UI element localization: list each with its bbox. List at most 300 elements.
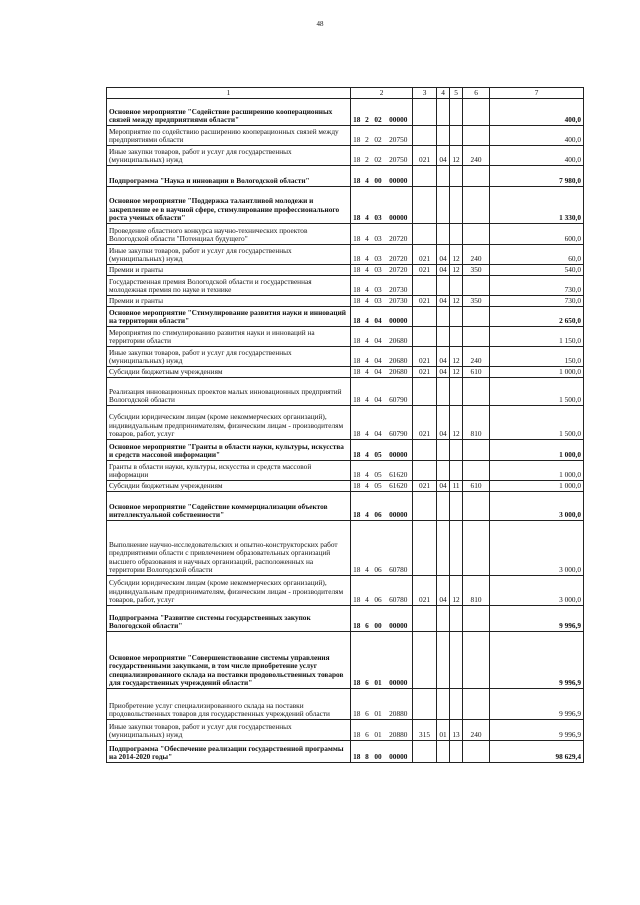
section-code-cell <box>437 224 450 245</box>
code-subprogram-cell: 6 <box>363 606 372 632</box>
code-program-cell: 18 <box>351 521 363 576</box>
admin-code-cell <box>413 224 437 245</box>
amount-cell: 9 996,9 <box>490 720 584 741</box>
code-direction-cell: 20880 <box>385 689 413 720</box>
expense-type-cell <box>463 440 490 461</box>
table-row <box>107 126 584 146</box>
code-program-cell: 18 <box>351 576 363 606</box>
table-row <box>107 406 584 440</box>
code-subprogram-cell: 4 <box>363 187 372 224</box>
code-event-cell: 03 <box>372 187 385 224</box>
code-event-cell: 03 <box>372 276 385 296</box>
expense-type-cell: 240 <box>463 245 490 265</box>
expense-type-cell <box>463 166 490 187</box>
code-event-cell: 06 <box>372 492 385 521</box>
code-subprogram-cell: 6 <box>363 720 372 741</box>
amount-cell: 9 996,9 <box>490 606 584 632</box>
expense-type-cell <box>463 187 490 224</box>
subsection-code-cell: 12 <box>450 576 463 606</box>
section-code-cell <box>437 632 450 689</box>
code-subprogram-cell: 4 <box>363 327 372 347</box>
table-row <box>107 367 584 378</box>
code-subprogram-cell: 4 <box>363 461 372 481</box>
code-program-cell: 18 <box>351 327 363 347</box>
code-program-cell: 18 <box>351 99 363 126</box>
code-direction-cell: 20720 <box>385 224 413 245</box>
code-direction-cell: 00000 <box>385 492 413 521</box>
admin-code-cell <box>413 521 437 576</box>
code-direction-cell: 60790 <box>385 406 413 440</box>
amount-cell: 1 000,0 <box>490 367 584 378</box>
admin-code-cell <box>413 606 437 632</box>
subsection-code-cell <box>450 187 463 224</box>
code-direction-cell: 20720 <box>385 265 413 276</box>
table-row <box>107 689 584 720</box>
code-event-cell: 04 <box>372 378 385 406</box>
table-row <box>107 606 584 632</box>
subsection-code-cell <box>450 440 463 461</box>
code-event-cell: 02 <box>372 126 385 146</box>
code-event-cell: 03 <box>372 265 385 276</box>
budget-table <box>106 87 584 763</box>
code-event-cell: 04 <box>372 406 385 440</box>
admin-code-cell <box>413 440 437 461</box>
table-row <box>107 99 584 126</box>
expense-type-cell <box>463 632 490 689</box>
code-direction-cell: 20720 <box>385 245 413 265</box>
row-name-cell: Приобретение услуг специализированного склада на поставки продовольственных товаров для государственных учреждений области <box>107 689 351 720</box>
table-row <box>107 307 584 327</box>
row-name-cell: Иные закупки товаров, работ и услуг для государственных (муниципальных) нужд <box>107 347 351 367</box>
code-direction-cell: 00000 <box>385 166 413 187</box>
expense-type-cell <box>463 224 490 245</box>
expense-type-cell: 240 <box>463 146 490 166</box>
code-program-cell: 18 <box>351 367 363 378</box>
expense-type-cell: 350 <box>463 265 490 276</box>
code-program-cell: 18 <box>351 720 363 741</box>
code-event-cell: 05 <box>372 461 385 481</box>
code-program-cell: 18 <box>351 440 363 461</box>
row-name-cell: Выполнение научно-исследовательских и опытно-конструкторских работ предприятиями области с привлечением образовательных организаций высшего образования и научных организаций, расположенных на территории Вологодской области <box>107 521 351 576</box>
section-code-cell <box>437 606 450 632</box>
code-direction-cell: 60790 <box>385 378 413 406</box>
admin-code-cell <box>413 378 437 406</box>
row-name-cell: Субсидии юридическим лицам (кроме некоммерческих организаций), индивидуальным предпринимателям, физическим лицам - производителям товаров, работ, услуг <box>107 576 351 606</box>
row-name-cell: Иные закупки товаров, работ и услуг для государственных (муниципальных) нужд <box>107 245 351 265</box>
subsection-code-cell <box>450 99 463 126</box>
admin-code-cell <box>413 187 437 224</box>
amount-cell: 1 330,0 <box>490 187 584 224</box>
row-name-cell: Субсидии бюджетным учреждениям <box>107 481 351 492</box>
code-direction-cell: 00000 <box>385 440 413 461</box>
subsection-code-cell: 12 <box>450 406 463 440</box>
code-direction-cell: 20680 <box>385 347 413 367</box>
code-event-cell: 01 <box>372 632 385 689</box>
code-direction-cell: 00000 <box>385 307 413 327</box>
table-row <box>107 492 584 521</box>
subsection-code-cell: 12 <box>450 296 463 307</box>
code-program-cell: 18 <box>351 146 363 166</box>
code-direction-cell: 20730 <box>385 276 413 296</box>
admin-code-cell <box>413 166 437 187</box>
expense-type-cell <box>463 126 490 146</box>
code-program-cell: 18 <box>351 378 363 406</box>
subsection-code-cell <box>450 689 463 720</box>
row-name-cell: Подпрограмма "Обеспечение реализации государственной программы на 2014-2020 годы" <box>107 741 351 763</box>
section-code-cell <box>437 187 450 224</box>
admin-code-cell <box>413 99 437 126</box>
code-direction-cell: 60780 <box>385 576 413 606</box>
expense-type-cell <box>463 378 490 406</box>
code-program-cell: 18 <box>351 347 363 367</box>
expense-type-cell <box>463 492 490 521</box>
code-subprogram-cell: 4 <box>363 481 372 492</box>
table-row <box>107 741 584 763</box>
code-subprogram-cell: 4 <box>363 378 372 406</box>
amount-cell: 540,0 <box>490 265 584 276</box>
admin-code-cell: 021 <box>413 245 437 265</box>
subsection-code-cell <box>450 307 463 327</box>
admin-code-cell <box>413 741 437 763</box>
amount-cell: 3 000,0 <box>490 521 584 576</box>
subsection-code-cell <box>450 461 463 481</box>
amount-cell: 150,0 <box>490 347 584 367</box>
code-subprogram-cell: 2 <box>363 126 372 146</box>
code-subprogram-cell: 4 <box>363 307 372 327</box>
section-code-cell <box>437 461 450 481</box>
code-event-cell: 03 <box>372 224 385 245</box>
section-code-cell <box>437 166 450 187</box>
code-direction-cell: 20730 <box>385 296 413 307</box>
table-row <box>107 576 584 606</box>
table-row <box>107 166 584 187</box>
code-program-cell: 18 <box>351 166 363 187</box>
code-program-cell: 18 <box>351 461 363 481</box>
code-direction-cell: 00000 <box>385 187 413 224</box>
admin-code-cell <box>413 492 437 521</box>
subsection-code-cell <box>450 606 463 632</box>
expense-type-cell: 610 <box>463 481 490 492</box>
expense-type-cell <box>463 307 490 327</box>
table-row <box>107 146 584 166</box>
code-event-cell: 03 <box>372 245 385 265</box>
amount-cell: 600,0 <box>490 224 584 245</box>
subsection-code-cell <box>450 632 463 689</box>
table-header-row <box>107 88 584 99</box>
subsection-code-cell <box>450 741 463 763</box>
row-name-cell: Иные закупки товаров, работ и услуг для государственных (муниципальных) нужд <box>107 720 351 741</box>
amount-cell: 730,0 <box>490 276 584 296</box>
table-row <box>107 327 584 347</box>
code-subprogram-cell: 8 <box>363 741 372 763</box>
subsection-code-cell: 12 <box>450 146 463 166</box>
table-row <box>107 347 584 367</box>
table-row <box>107 440 584 461</box>
section-code-cell <box>437 327 450 347</box>
table-row <box>107 521 584 576</box>
expense-type-cell <box>463 741 490 763</box>
row-name-cell: Государственная премия Вологодской области и государственная молодежная премия по науке и технике <box>107 276 351 296</box>
expense-type-cell <box>463 606 490 632</box>
code-event-cell: 05 <box>372 481 385 492</box>
section-code-cell: 04 <box>437 347 450 367</box>
amount-cell: 400,0 <box>490 126 584 146</box>
code-subprogram-cell: 4 <box>363 347 372 367</box>
subsection-code-cell <box>450 492 463 521</box>
row-name-cell: Основное мероприятие "Совершенствование системы управления государственными закупками, в том числе приобретение услуг специализированного склада на поставки продовольственных товаров для государственных учреждений области" <box>107 632 351 689</box>
row-name-cell: Субсидии юридическим лицам (кроме некоммерческих организаций), индивидуальным предпринимателям, физическим лицам - производителям товаров, работ, услуг <box>107 406 351 440</box>
subsection-code-cell <box>450 126 463 146</box>
code-program-cell: 18 <box>351 245 363 265</box>
code-program-cell: 18 <box>351 492 363 521</box>
table-row <box>107 720 584 741</box>
code-event-cell: 01 <box>372 689 385 720</box>
expense-type-cell <box>463 327 490 347</box>
code-program-cell: 18 <box>351 296 363 307</box>
table-row <box>107 461 584 481</box>
code-program-cell: 18 <box>351 632 363 689</box>
code-subprogram-cell: 4 <box>363 166 372 187</box>
row-name-cell: Основное мероприятие "Содействие коммерциализации объектов интеллектуальной собственности" <box>107 492 351 521</box>
code-event-cell: 04 <box>372 367 385 378</box>
expense-type-cell: 810 <box>463 406 490 440</box>
amount-cell: 400,0 <box>490 99 584 126</box>
section-code-cell <box>437 440 450 461</box>
table-row <box>107 265 584 276</box>
code-subprogram-cell: 4 <box>363 440 372 461</box>
section-code-cell: 04 <box>437 296 450 307</box>
code-direction-cell: 20880 <box>385 720 413 741</box>
section-code-cell <box>437 378 450 406</box>
section-code-cell: 04 <box>437 576 450 606</box>
row-name-cell: Основное мероприятие "Содействие расширению кооперационных связей между предприятиями области" <box>107 99 351 126</box>
code-program-cell: 18 <box>351 265 363 276</box>
expense-type-cell <box>463 461 490 481</box>
header-cell: 2 <box>351 88 413 99</box>
row-name-cell: Проведение областного конкурса научно-технических проектов Вологодской области "Потенциал будущего" <box>107 224 351 245</box>
expense-type-cell: 810 <box>463 576 490 606</box>
code-direction-cell: 00000 <box>385 99 413 126</box>
code-subprogram-cell: 4 <box>363 521 372 576</box>
code-event-cell: 06 <box>372 521 385 576</box>
table-row <box>107 632 584 689</box>
table-row <box>107 245 584 265</box>
row-name-cell: Гранты в области науки, культуры, искусства и средств массовой информации <box>107 461 351 481</box>
subsection-code-cell <box>450 166 463 187</box>
code-event-cell: 06 <box>372 576 385 606</box>
amount-cell: 3 000,0 <box>490 576 584 606</box>
code-event-cell: 04 <box>372 347 385 367</box>
row-name-cell: Премии и гранты <box>107 265 351 276</box>
code-event-cell: 02 <box>372 99 385 126</box>
section-code-cell <box>437 276 450 296</box>
code-program-cell: 18 <box>351 741 363 763</box>
row-name-cell: Реализация инновационных проектов малых инновационных предприятий Вологодской области <box>107 378 351 406</box>
amount-cell: 3 000,0 <box>490 492 584 521</box>
amount-cell: 1 150,0 <box>490 327 584 347</box>
code-subprogram-cell: 4 <box>363 367 372 378</box>
code-direction-cell: 00000 <box>385 632 413 689</box>
amount-cell: 1 500,0 <box>490 406 584 440</box>
row-name-cell: Подпрограмма "Развитие системы государственных закупок Вологодской области" <box>107 606 351 632</box>
section-code-cell <box>437 492 450 521</box>
code-program-cell: 18 <box>351 187 363 224</box>
admin-code-cell <box>413 276 437 296</box>
header-cell: 7 <box>490 88 584 99</box>
admin-code-cell: 021 <box>413 481 437 492</box>
subsection-code-cell <box>450 378 463 406</box>
row-name-cell: Мероприятия по стимулированию развития науки и инноваций на территории области <box>107 327 351 347</box>
amount-cell: 60,0 <box>490 245 584 265</box>
subsection-code-cell <box>450 327 463 347</box>
section-code-cell <box>437 307 450 327</box>
code-subprogram-cell: 4 <box>363 576 372 606</box>
admin-code-cell: 315 <box>413 720 437 741</box>
admin-code-cell: 021 <box>413 406 437 440</box>
admin-code-cell: 021 <box>413 265 437 276</box>
row-name-cell: Основное мероприятие "Гранты в области науки, культуры, искусства и средств массовой информации" <box>107 440 351 461</box>
section-code-cell: 04 <box>437 481 450 492</box>
header-cell: 6 <box>463 88 490 99</box>
section-code-cell: 04 <box>437 367 450 378</box>
code-program-cell: 18 <box>351 276 363 296</box>
code-direction-cell: 20750 <box>385 126 413 146</box>
subsection-code-cell <box>450 521 463 576</box>
subsection-code-cell <box>450 276 463 296</box>
code-program-cell: 18 <box>351 307 363 327</box>
admin-code-cell <box>413 327 437 347</box>
amount-cell: 9 996,9 <box>490 689 584 720</box>
expense-type-cell <box>463 276 490 296</box>
amount-cell: 400,0 <box>490 146 584 166</box>
section-code-cell: 04 <box>437 245 450 265</box>
amount-cell: 9 996,9 <box>490 632 584 689</box>
code-event-cell: 00 <box>372 741 385 763</box>
table-row <box>107 296 584 307</box>
amount-cell: 1 500,0 <box>490 378 584 406</box>
amount-cell: 1 000,0 <box>490 440 584 461</box>
code-direction-cell: 20680 <box>385 367 413 378</box>
expense-type-cell <box>463 689 490 720</box>
section-code-cell <box>437 99 450 126</box>
amount-cell: 1 000,0 <box>490 481 584 492</box>
code-subprogram-cell: 4 <box>363 276 372 296</box>
row-name-cell: Основное мероприятие "Стимулирование развития науки и инноваций на территории области" <box>107 307 351 327</box>
subsection-code-cell: 13 <box>450 720 463 741</box>
table-row <box>107 481 584 492</box>
admin-code-cell <box>413 126 437 146</box>
admin-code-cell: 021 <box>413 347 437 367</box>
code-subprogram-cell: 2 <box>363 146 372 166</box>
table-row <box>107 187 584 224</box>
code-program-cell: 18 <box>351 126 363 146</box>
row-name-cell: Субсидии бюджетным учреждениям <box>107 367 351 378</box>
admin-code-cell: 021 <box>413 367 437 378</box>
header-cell: 4 <box>437 88 450 99</box>
code-program-cell: 18 <box>351 481 363 492</box>
code-program-cell: 18 <box>351 689 363 720</box>
admin-code-cell <box>413 632 437 689</box>
header-cell: 1 <box>107 88 351 99</box>
section-code-cell: 04 <box>437 146 450 166</box>
code-program-cell: 18 <box>351 606 363 632</box>
section-code-cell: 04 <box>437 265 450 276</box>
code-subprogram-cell: 2 <box>363 99 372 126</box>
expense-type-cell: 240 <box>463 720 490 741</box>
subsection-code-cell: 12 <box>450 265 463 276</box>
code-subprogram-cell: 4 <box>363 224 372 245</box>
header-cell: 5 <box>450 88 463 99</box>
section-code-cell <box>437 521 450 576</box>
table-row <box>107 224 584 245</box>
page-number: 48 <box>316 20 324 28</box>
code-subprogram-cell: 4 <box>363 245 372 265</box>
admin-code-cell <box>413 307 437 327</box>
code-subprogram-cell: 6 <box>363 689 372 720</box>
code-event-cell: 01 <box>372 720 385 741</box>
expense-type-cell <box>463 99 490 126</box>
code-event-cell: 00 <box>372 606 385 632</box>
code-program-cell: 18 <box>351 224 363 245</box>
expense-type-cell: 350 <box>463 296 490 307</box>
code-event-cell: 02 <box>372 146 385 166</box>
code-event-cell: 04 <box>372 307 385 327</box>
expense-type-cell: 610 <box>463 367 490 378</box>
code-subprogram-cell: 6 <box>363 632 372 689</box>
admin-code-cell <box>413 689 437 720</box>
row-name-cell: Подпрограмма "Наука и инновации в Вологодской области" <box>107 166 351 187</box>
row-name-cell: Мероприятие по содействию расширению кооперационных связей между предприятиями области <box>107 126 351 146</box>
code-direction-cell: 20680 <box>385 327 413 347</box>
row-name-cell: Основное мероприятие "Поддержка талантливой молодежи и закрепление ее в научной сфере, стимулирование профессионального роста ученых области" <box>107 187 351 224</box>
row-name-cell: Иные закупки товаров, работ и услуг для государственных (муниципальных) нужд <box>107 146 351 166</box>
code-event-cell: 05 <box>372 440 385 461</box>
code-subprogram-cell: 4 <box>363 265 372 276</box>
amount-cell: 1 000,0 <box>490 461 584 481</box>
section-code-cell: 04 <box>437 406 450 440</box>
admin-code-cell: 021 <box>413 576 437 606</box>
section-code-cell <box>437 126 450 146</box>
code-direction-cell: 61620 <box>385 481 413 492</box>
code-subprogram-cell: 4 <box>363 296 372 307</box>
amount-cell: 2 650,0 <box>490 307 584 327</box>
subsection-code-cell <box>450 224 463 245</box>
table-row <box>107 378 584 406</box>
code-direction-cell: 61620 <box>385 461 413 481</box>
code-direction-cell: 00000 <box>385 741 413 763</box>
code-event-cell: 04 <box>372 327 385 347</box>
subsection-code-cell: 12 <box>450 347 463 367</box>
header-cell: 3 <box>413 88 437 99</box>
amount-cell: 7 980,0 <box>490 166 584 187</box>
code-direction-cell: 60780 <box>385 521 413 576</box>
code-event-cell: 00 <box>372 166 385 187</box>
subsection-code-cell: 12 <box>450 245 463 265</box>
code-direction-cell: 00000 <box>385 606 413 632</box>
admin-code-cell <box>413 461 437 481</box>
section-code-cell <box>437 689 450 720</box>
code-event-cell: 03 <box>372 296 385 307</box>
code-program-cell: 18 <box>351 406 363 440</box>
subsection-code-cell: 12 <box>450 367 463 378</box>
code-subprogram-cell: 4 <box>363 492 372 521</box>
table-row <box>107 276 584 296</box>
code-subprogram-cell: 4 <box>363 406 372 440</box>
section-code-cell <box>437 741 450 763</box>
amount-cell: 98 629,4 <box>490 741 584 763</box>
section-code-cell: 01 <box>437 720 450 741</box>
expense-type-cell <box>463 521 490 576</box>
